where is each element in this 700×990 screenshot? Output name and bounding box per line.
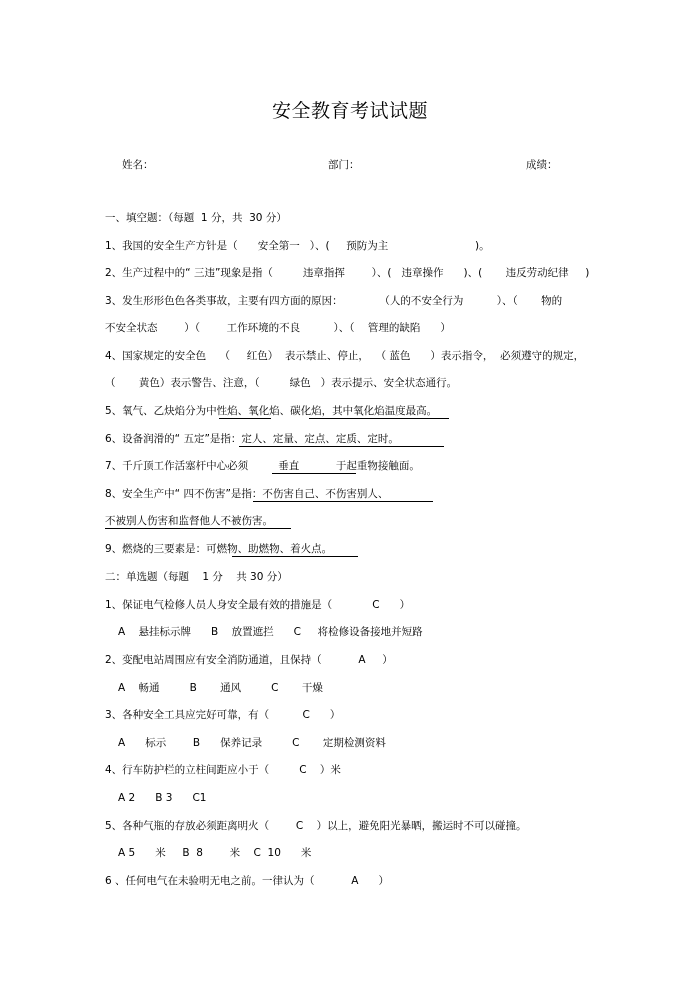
answer-underline (219, 418, 271, 419)
answer-underline (232, 556, 358, 557)
question-item: 1、我国的安全生产方针是（ 安全第一 ）、( 预防为主 )。 (105, 240, 490, 252)
question-item: 1、保证电气检修人员人身安全最有效的措施是（ C ） (105, 599, 411, 611)
question-continuation: 不安全状态 ）（ 工作环境的不良 ）、（ 管理的缺陷 ） (105, 322, 451, 334)
question-item: 5、各种气瓶的存放必须距离明火（ C ）以上，避免阳光暴晒，搬运时不可以碰撞。 (105, 820, 527, 832)
answer-underline (253, 501, 433, 502)
question-item: 6、设备润滑的“ 五定”是指：定人、定量、定点、定质、定时。 (105, 433, 399, 445)
answer-underline (239, 446, 444, 447)
name-label: 姓名： (122, 159, 154, 171)
question-item: 4、国家规定的安全色 （ 红色） 表示禁止、停止， （ 蓝色 ）表示指令， 必须遵守的规定， (105, 350, 585, 362)
answer-options: A 2 B 3 C1 (118, 792, 207, 804)
question-item: 2、变配电站周围应有安全消防通道，且保持（ A ） (105, 654, 393, 666)
answer-underline (272, 473, 356, 474)
question-item: 2、生产过程中的“ 三违”现象是指（ 违章指挥 ）、( 违章操作 )、( 违反劳动纪律 ) (105, 267, 590, 279)
answer-options: A 畅通 B 通风 C 干燥 (118, 682, 323, 694)
answer-options: A 5 米 B 8 米 C 10 米 (118, 847, 312, 859)
question-item: 4、行车防护栏的立柱间距应小于（ C ）米 (105, 764, 341, 776)
page-title: 安全教育考试试题 (271, 100, 428, 122)
score-label: 成绩： (526, 159, 558, 171)
question-continuation: （ 黄色）表示警告、注意，（ 绿色 ）表示提示、安全状态通行。 (105, 377, 458, 389)
question-item: 3、各种安全工具应完好可靠，有（ C ） (105, 709, 341, 721)
question-item: 8、安全生产中“ 四不伤害”是指：不伤害自己、不伤害别人、 (105, 488, 389, 500)
answer-underline (309, 418, 449, 419)
question-item: 3、发生形形色色各类事故，主要有四方面的原因： （人的不安全行为 ）、（ 物的 (105, 295, 563, 307)
question-item: 9、燃烧的三要素是：可燃物、助燃物、着火点。 (105, 543, 333, 555)
fill-in-section-heading: 一、填空题：（每题 1 分，共 30 分） (105, 212, 287, 224)
answer-options: A 悬挂标示牌 B 放置遮拦 C 将检修设备接地并短路 (118, 626, 423, 638)
single-choice-section-heading: 二：单选题（每题 1 分 共 30 分） (105, 571, 288, 583)
question-item: 7、千斤顶工作活塞杆中心必须 垂直 于起重物接触面。 (105, 460, 420, 472)
question-item: 5、氧气、乙炔焰分为中性焰、氧化焰、碳化焰，其中氧化焰温度最高。 (105, 405, 438, 417)
answer-options: A 标示 B 保养记录 C 定期检测资料 (118, 737, 386, 749)
answer-underline (105, 528, 291, 529)
question-item: 6 、任何电气在未验明无电之前。一律认为（ A ） (105, 875, 389, 887)
department-label: 部门： (328, 159, 360, 171)
question-continuation: 不被别人伤害和监督他人不被伤害。 (105, 515, 273, 527)
